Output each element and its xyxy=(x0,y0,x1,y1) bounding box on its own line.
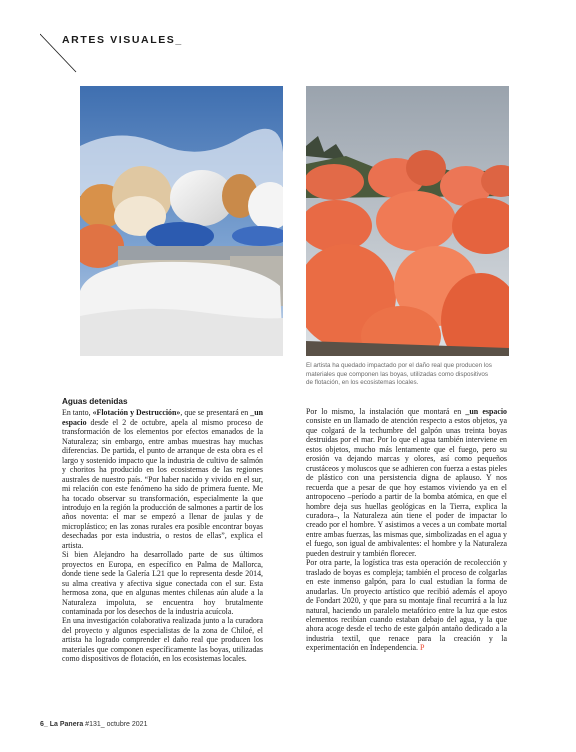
issue-number: #131_ xyxy=(85,721,105,728)
photo-buoys-orange xyxy=(306,86,509,356)
page-footer xyxy=(40,721,147,728)
photo-caption: El artista ha quedado impactado por el daño real que producen los materiales que componen las boyas, utilizadas como dispositivos de flotación, en los ecosistemas locales. xyxy=(306,362,492,387)
magazine-name: La Panera xyxy=(49,721,84,728)
article-column-left xyxy=(62,397,263,664)
article-subheading: Aguas detenidas xyxy=(62,397,128,406)
page-number: 6_ xyxy=(40,721,48,728)
issue-date: octubre 2021 xyxy=(106,721,148,728)
article-paragraph: En tanto, «Flotación y Destrucción», que se presentará en _un espacio desde el 2 de octubre, apela al mismo proceso de transformación de los elementos por efectos emanados de la Naturaleza; sin embargo, entre ambas muestras hay muchas diferencias. De partida, el punto de arranque de esta obra es el largo y sostenido impacto que la industria de cultivo de salmón y choritos ha producido en los ecosistemas de las regiones australes de nuestro país. “Por haber nacido y vivido en el sur, mi relación con este fenómeno ha sido de primera fuente. Me ha tocado observar su transformación, especialmente la que introdujo en la región la producción de salmones a partir de los años noventa: el mar se empezó a llenar de jaulas y de microplástico; en las zonas rurales era posible encontrar boyas desechadas por esta industria, o restos de ellas”, explica el artista. xyxy=(62,408,263,550)
section-title: ARTES VISUALES_ xyxy=(62,34,183,46)
article-paragraph: Por lo mismo, la instalación que montará en _un espacio consiste en un llamado de atención respecto a estos objetos, ya que colgará de la techumbre del galpón unas treinta boyas destruidas por el mar. Por lo que el agua también interviene en estos objetos, mucho más lentamente que el fuego, pero su erosión va dejando marcas y olores, así como pequeños crustáceos y moluscos que se adhieren con fuerza a estas pieles de plástico con una persistencia digna de aplauso. Y nos recuerda que a pesar de que hoy estamos viviendo ya en el antropoceno –período a partir de la bomba atómica, en que el hombre deja sus huellas geológicas en la Tierra, explica la curadora–, la Naturaleza aún tiene el poder de impactar lo creado por el hombre. Y asistimos a veces a un combate mortal entre ambas fuerzas, las mismas que, simbolizadas en el agua y el fuego, son igual de ambivalentes: el hombre y la Naturaleza pueden destruir y también florecer. xyxy=(306,407,507,558)
article-paragraph: Si bien Alejandro ha desarrollado parte de sus últimos proyectos en Europa, en específico en Palma de Mallorca, donde tiene sede la Galería L21 que lo representa desde 2014, su alma creativa y afectiva sigue conectada con el sur. Esta hermosa zona, que en algunas mentes chilenas aún alude a la Naturaleza impoluta, se encuentra hoy brutalmente contaminada por los desechos de la industria acuícola. xyxy=(62,550,263,616)
article-paragraph: Por otra parte, la logística tras esta operación de recolección y traslado de boyas es compleja; también el proceso de colgarlas en este inmenso galpón, para lo cual estudian la forma de anudarlas. Un proyecto artístico que recibió además el apoyo de Fondart 2020, y que para su montaje final recurrirá a la luz natural, haciendo un paralelo metafórico entre la luz que estos elementos recibían cuando estaban debajo del agua, y la que ahora acoge desde el techo de este galpón antaño dedicado a la industria textil, que renace para la creación y la experimentación en Independencia. P xyxy=(306,558,507,653)
header-diagonal-line xyxy=(40,22,92,74)
photo-buoys-white xyxy=(80,86,283,356)
article-column-right xyxy=(306,407,507,653)
article-paragraph: En una investigación colaborativa realizada junto a la curadora del proyecto y algunos especialistas de la zona de Chiloé, el artista ha logrado comprender el daño real que producen los materiales que componen específicamente las boyas, utilizadas como dispositivos de flotación, en los ecosistemas locales. xyxy=(62,616,263,664)
end-mark-icon: P xyxy=(419,643,425,653)
